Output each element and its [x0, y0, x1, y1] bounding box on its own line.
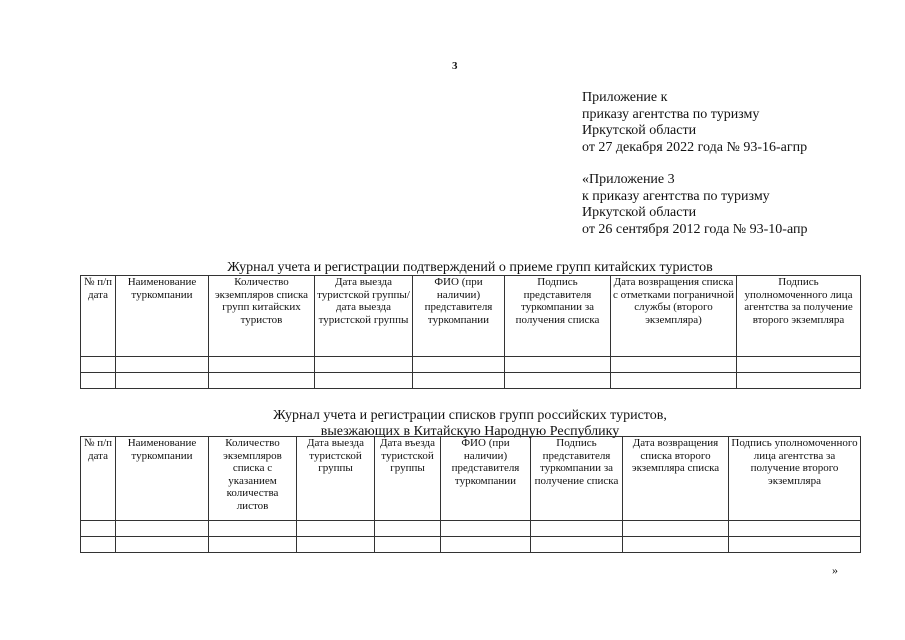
table-row — [81, 521, 861, 537]
quoted-appendix-line: к приказу агентства по туризму — [582, 188, 770, 204]
column-header-return-date: Дата возвращения списка второго экземпляра списка — [623, 437, 729, 521]
column-header-agency-signature: Подпись уполномоченного лица агентства за получение второго экземпляра — [729, 437, 861, 521]
column-header-representative: ФИО (при наличии) представителя туркомпании — [441, 437, 531, 521]
column-header-representative-signature: Подпись представителя туркомпании за получения списка — [505, 276, 611, 357]
journal2-header-row — [81, 437, 861, 521]
journal2-table — [80, 436, 861, 553]
column-header-departure-date: Дата выезда туристской группы — [297, 437, 375, 521]
column-header-return-date: Дата возвращения списка с отметками пограничной службы (второго экземпляра) — [611, 276, 737, 357]
column-header-company: Наименование туркомпании — [116, 437, 209, 521]
appendix-line: от 27 декабря 2022 года № 93-16-агпр — [582, 139, 808, 155]
appendix-line: приказу агентства по туризму — [582, 106, 760, 122]
column-header-number: № п/п дата — [81, 276, 116, 357]
column-header-agency-signature: Подпись уполномоченного лица агентства за получение второго экземпляра — [737, 276, 861, 357]
quoted-appendix-line: от 26 сентября 2012 года № 93-10-апр — [582, 221, 808, 237]
column-header-copies: Количество экземпляров списка групп китайских туристов — [209, 276, 315, 357]
column-header-representative: ФИО (при наличии) представителя туркомпании — [413, 276, 505, 357]
quoted-appendix-line: Иркутской области — [582, 205, 697, 220]
column-header-number: № п/п дата — [81, 437, 116, 521]
table-row — [81, 357, 861, 373]
column-header-representative-signature: Подпись представителя туркомпании за получение списка — [531, 437, 623, 521]
quoted-appendix-line: «Приложение 3 — [582, 172, 675, 187]
journal1-table — [80, 275, 861, 389]
column-header-departure-date: Дата выезда туристской группы/дата выезда туристской группы — [315, 276, 413, 357]
column-header-copies: Количество экземпляров списка с указанием количества листов — [209, 437, 297, 521]
table-row — [81, 373, 861, 389]
appendix-line: Приложение к — [582, 90, 668, 105]
appendix-block — [582, 90, 808, 238]
journal2-title-line2: выезжающих в Китайскую Народную Республику — [320, 424, 620, 439]
column-header-company: Наименование туркомпании — [116, 276, 209, 357]
journal1-header-row — [81, 276, 861, 357]
column-header-entry-date: Дата въезда туристской группы — [375, 437, 441, 521]
appendix-line: Иркутской области — [582, 123, 697, 138]
journal2-title-line1: Журнал учета и регистрации списков групп российских туристов, — [273, 408, 667, 423]
closing-quote: » — [832, 563, 838, 577]
journal1-title: Журнал учета и регистрации подтверждений о приеме групп китайских туристов — [227, 260, 713, 275]
table-row — [81, 537, 861, 553]
page-number: 3 — [452, 60, 458, 72]
